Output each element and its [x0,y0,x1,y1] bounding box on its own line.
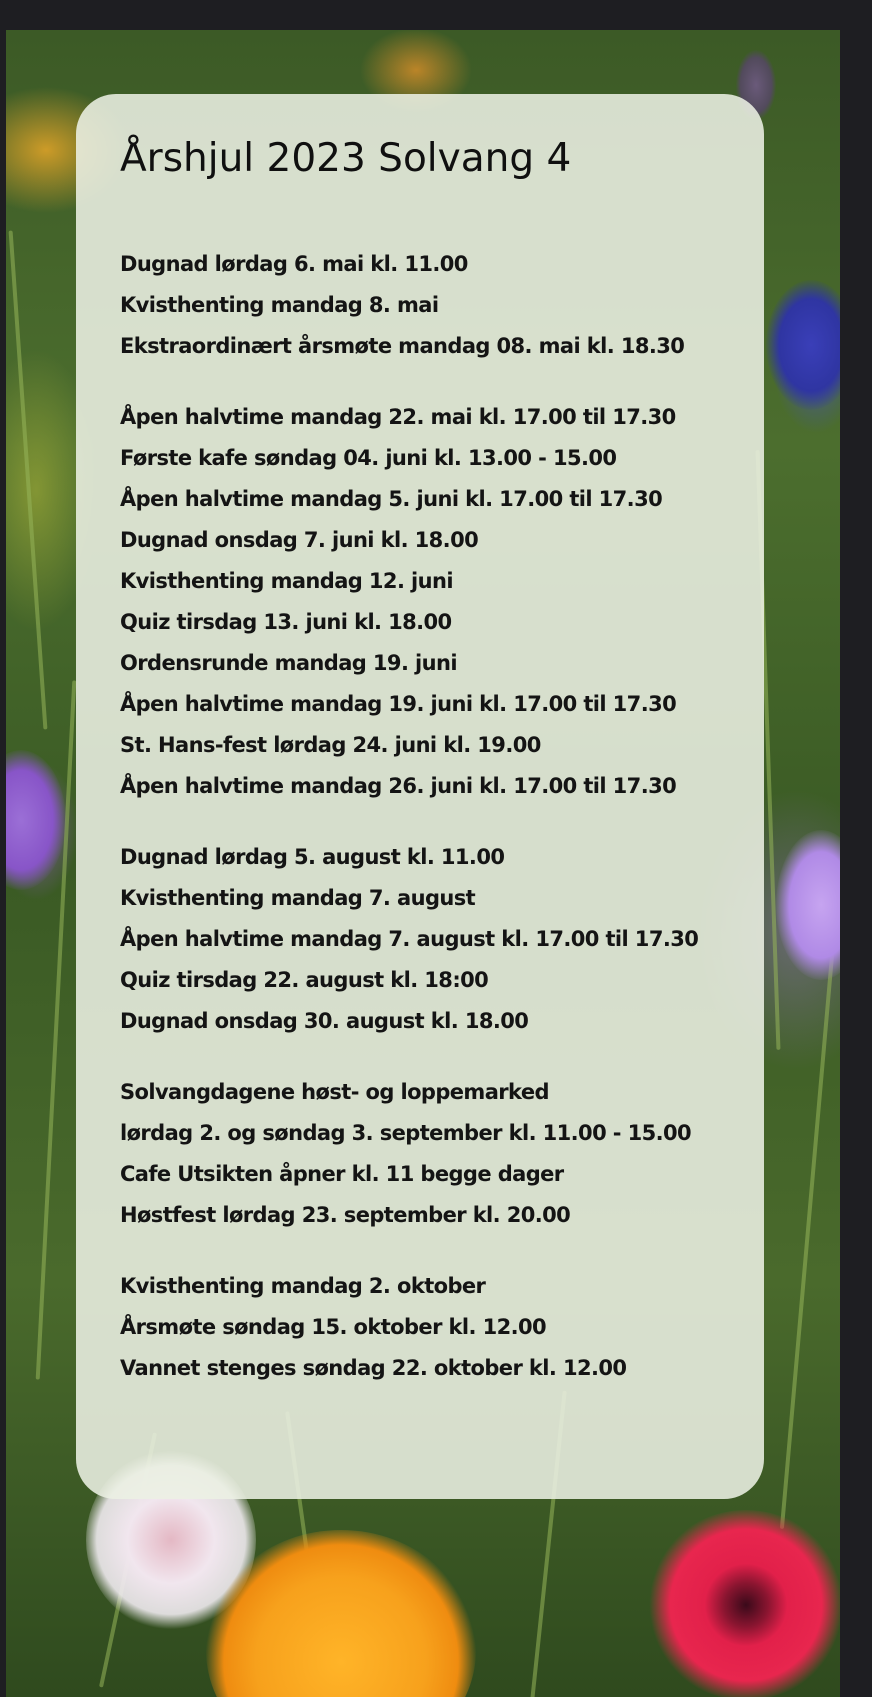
event-item: Første kafe søndag 04. juni kl. 13.00 - 15.00 [120,446,617,470]
page-title: Årshjul 2023 Solvang 4 [120,136,572,181]
event-item: Årsmøte søndag 15. oktober kl. 12.00 [120,1315,547,1339]
viewer-topbar [0,0,872,30]
event-schedule [120,244,750,1419]
schedule-section-october [120,1266,750,1389]
event-item: Åpen halvtime mandag 5. juni kl. 17.00 til 17.30 [120,487,663,511]
red-flower-decoration [646,1510,840,1697]
schedule-section-june [120,397,750,807]
event-item: Åpen halvtime mandag 19. juni kl. 17.00 til 17.30 [120,692,677,716]
lilac-flower-decoration [776,830,840,980]
event-item: Åpen halvtime mandag 22. mai kl. 17.00 til 17.30 [120,405,676,429]
poster-image [6,30,840,1697]
schedule-card [76,94,764,1499]
event-item: Kvisthenting mandag 8. mai [120,293,439,317]
purple-flower-decoration [6,750,66,890]
event-item: lørdag 2. og søndag 3. september kl. 11.00 - 15.00 [120,1121,692,1145]
scrollbar[interactable] [840,30,872,1697]
event-item: Dugnad onsdag 30. august kl. 18.00 [120,1009,529,1033]
event-item: Quiz tirsdag 13. juni kl. 18.00 [120,610,452,634]
schedule-section-august [120,837,750,1042]
event-item: Ordensrunde mandag 19. juni [120,651,457,675]
event-item: Dugnad lørdag 5. august kl. 11.00 [120,845,505,869]
schedule-section-september [120,1072,750,1236]
event-item: Vannet stenges søndag 22. oktober kl. 12.00 [120,1356,627,1380]
event-item: Quiz tirsdag 22. august kl. 18:00 [120,968,489,992]
event-item: Åpen halvtime mandag 7. august kl. 17.00 til 17.30 [120,927,699,951]
blue-cornflower-decoration [766,280,840,410]
event-item: Kvisthenting mandag 2. oktober [120,1274,486,1298]
event-item: Åpen halvtime mandag 26. juni kl. 17.00 til 17.30 [120,774,677,798]
event-item: Solvangdagene høst- og loppemarked [120,1080,549,1104]
event-item: Dugnad lørdag 6. mai kl. 11.00 [120,252,468,276]
event-item: St. Hans-fest lørdag 24. juni kl. 19.00 [120,733,541,757]
event-item: Høstfest lørdag 23. september kl. 20.00 [120,1203,571,1227]
event-item: Ekstraordinært årsmøte mandag 08. mai kl. 18.30 [120,334,685,358]
event-item: Dugnad onsdag 7. juni kl. 18.00 [120,528,479,552]
event-item: Kvisthenting mandag 7. august [120,886,476,910]
event-item: Cafe Utsikten åpner kl. 11 begge dager [120,1162,564,1186]
event-item: Kvisthenting mandag 12. juni [120,569,453,593]
schedule-section-may [120,244,750,367]
